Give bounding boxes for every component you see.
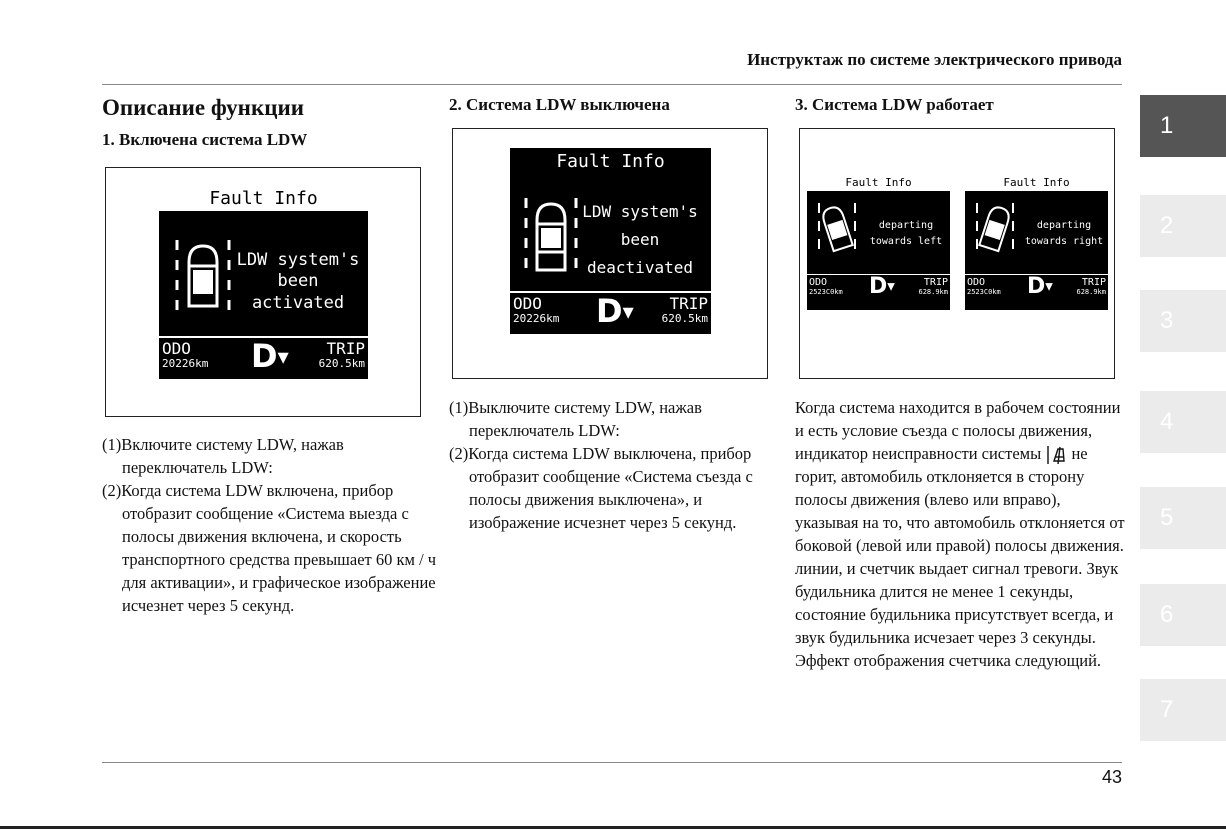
chapter-tab-7[interactable]: 7 xyxy=(1140,679,1226,741)
odo-readout: ODO 2523C0km xyxy=(967,277,1001,296)
col3-figure-frame xyxy=(799,128,1115,379)
car-departing-left-icon xyxy=(813,201,863,261)
chapter-tab-3[interactable]: 3 xyxy=(1140,290,1226,352)
display-title: Fault Info xyxy=(807,174,950,191)
ldw-warning-icon xyxy=(1045,445,1067,465)
col1-instructions xyxy=(102,433,437,617)
display-message: departing towards left xyxy=(869,220,943,247)
odo-readout: ODO 2523C0km xyxy=(809,277,843,296)
footer-rule xyxy=(102,762,1122,763)
col3-description: Когда система находится в рабочем состоянии и есть условие съезда с полосы движения, индикатор неисправности системы не горит, автомобиль отклоняется в сторону полосы движения (влево или вправо), указывая на то, что автомобиль отклоняется от боковой (левой или правой) полосы движения. линии, и счетчик выдает сигнал тревоги. Звук будильника длится не менее 1 секунды, состояние будильника присутствует всегда, и звук будильника исчезает через 3 секунды. Эффект отображения счетчика следующий. xyxy=(795,398,1125,671)
col1-figure-frame xyxy=(105,167,421,417)
cluster-display-depart-right xyxy=(965,174,1108,310)
instruction-item: (2)Когда система LDW включена, прибор отобразит сообщение «Система выезда с полосы движения включена, и скорость транспортного средства превышает 60 км / ч для активации», и графическое изображение исчезнет через 5 секунд. xyxy=(102,481,437,615)
trip-readout: TRIP 628.9km xyxy=(918,277,948,296)
col1-heading: 1. Включена система LDW xyxy=(102,130,308,149)
cluster-display-ldw-off xyxy=(510,148,711,334)
page-number: 43 xyxy=(1101,767,1122,787)
odo-readout: ODO 20226km xyxy=(513,294,560,325)
instruction-item: (2)Когда система LDW выключена, прибор отобразит сообщение «Система съезда с полосы движения выключена», и изображение исчезнет через 5 секунд. xyxy=(449,444,753,532)
col3-heading: 3. Система LDW работает xyxy=(795,95,994,114)
trip-readout: TRIP 620.5km xyxy=(318,339,365,370)
display-title: Fault Info xyxy=(510,148,711,176)
cluster-display-ldw-on xyxy=(159,186,368,379)
display-message: LDW system's been deactivated xyxy=(582,202,698,277)
chapter-tab-2[interactable]: 2 xyxy=(1140,195,1226,257)
gear-indicator: D▼ xyxy=(869,274,895,299)
header-title: Инструктаж по системе электрического привода xyxy=(747,50,1122,69)
display-message: departing towards right xyxy=(1024,220,1104,247)
trip-readout: TRIP 620.5km xyxy=(661,294,708,325)
chapter-tab-4[interactable]: 4 xyxy=(1140,391,1226,453)
odo-readout: ODO 20226km xyxy=(162,339,209,370)
gear-indicator: D▼ xyxy=(1027,274,1053,299)
chapter-tab-1[interactable]: 1 xyxy=(1140,95,1226,157)
col2-instructions xyxy=(449,396,779,534)
instruction-item: (1)Включите систему LDW, нажав переключатель LDW: xyxy=(102,435,344,477)
section-title: Описание функции xyxy=(102,95,304,120)
header-rule xyxy=(102,84,1122,85)
display-message: LDW system's been activated xyxy=(236,250,360,313)
display-title: Fault Info xyxy=(965,174,1108,191)
chapter-tab-6[interactable]: 6 xyxy=(1140,584,1226,646)
display-title: Fault Info xyxy=(159,186,368,211)
instruction-item: (1)Выключите систему LDW, нажав переключатель LDW: xyxy=(449,398,702,440)
col2-heading: 2. Система LDW выключена xyxy=(449,95,670,114)
gear-indicator: D▼ xyxy=(596,292,634,330)
car-departing-right-icon xyxy=(971,201,1021,261)
col2-figure-frame xyxy=(452,128,768,379)
chapter-tab-5[interactable]: 5 xyxy=(1140,487,1226,549)
trip-readout: TRIP 628.9km xyxy=(1076,277,1106,296)
cluster-display-depart-left xyxy=(807,174,950,310)
gear-indicator: D▼ xyxy=(251,337,289,375)
